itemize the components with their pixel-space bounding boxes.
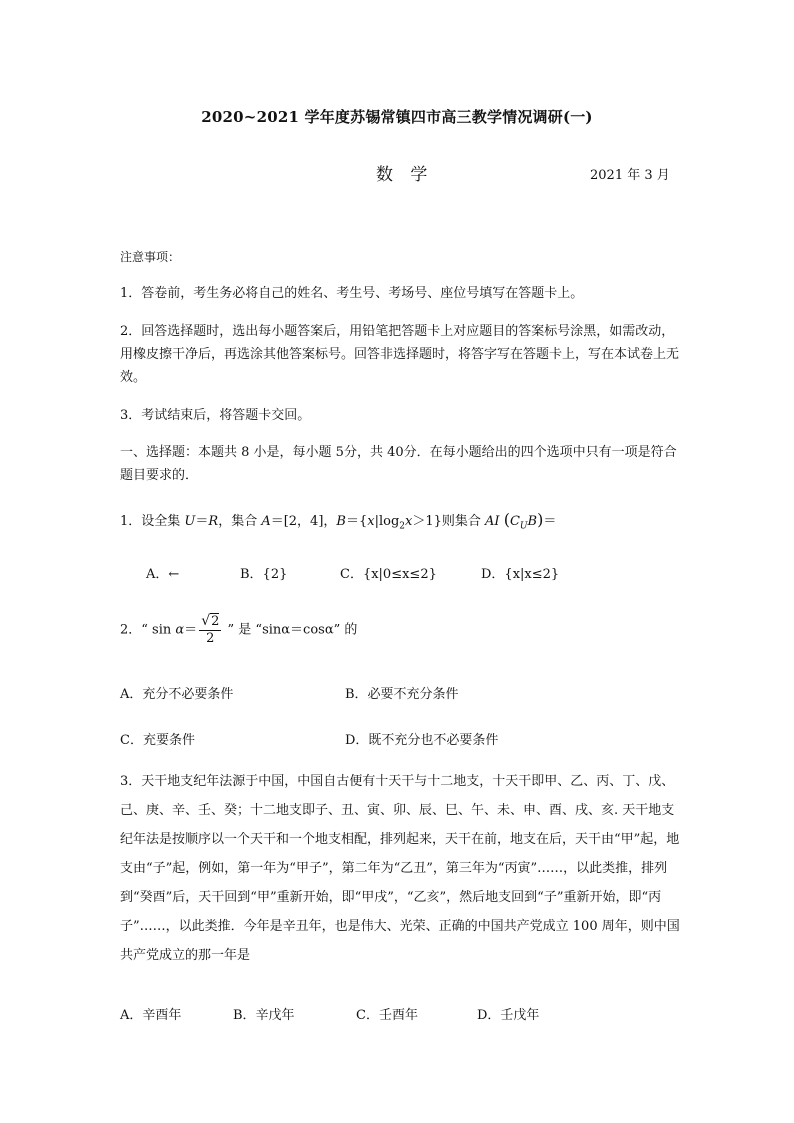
- q1-eq: ＝: [195, 514, 209, 529]
- q1-var-b: B: [527, 514, 538, 529]
- q2-option-d: D．既不充分也不必要条件: [345, 733, 499, 748]
- q1-option-b: B．{2}: [240, 567, 288, 582]
- q1-var-u: U: [184, 514, 196, 529]
- question-1: [120, 509, 556, 538]
- q2-option-a: A．充分不必要条件: [120, 687, 234, 702]
- exam-title: 2020~2021 学年度苏锡常镇四市高三教学情况调研(一): [201, 108, 593, 126]
- q1-text: ＝{: [345, 514, 368, 529]
- notice-item-1: 1．答卷前，考生务必将自己的姓名、考生号、考场号、座位号填写在答题卡上。: [120, 286, 584, 301]
- q1-prefix: 1．设全集: [120, 514, 185, 529]
- q1-text: |log: [374, 514, 400, 529]
- q1-var-x: x: [367, 514, 375, 529]
- question-2: [120, 613, 357, 647]
- q1-option-d: D．{x|x≤2}: [481, 567, 560, 582]
- q1-var-a: A: [261, 514, 271, 529]
- q1-var-c: C: [509, 514, 520, 529]
- q1-text: ＞1}则集合: [412, 514, 486, 529]
- q2-fraction: [199, 613, 221, 647]
- q1-log-base: 2: [399, 521, 406, 532]
- q1-paren: (: [503, 510, 510, 529]
- q3-option-b: B．辛戊年: [233, 1008, 295, 1023]
- q1-eq: ＝: [543, 514, 557, 529]
- q1-paren: ): [537, 510, 544, 529]
- q2-prefix: 2．“ sin: [120, 622, 176, 638]
- q1-var-ai: AI: [485, 514, 500, 529]
- q3-option-d: D．壬戊年: [477, 1008, 540, 1023]
- q2-eq: ＝: [184, 622, 198, 638]
- sqrt-symbol: √: [201, 613, 211, 629]
- q1-var-x: x: [405, 514, 413, 529]
- q1-var-r: R: [208, 514, 219, 529]
- q2-option-b: B．必要不充分条件: [345, 687, 459, 702]
- q1-var-b: B: [336, 514, 346, 529]
- q1-text: ＝[2，4]，: [270, 514, 337, 529]
- q1-option-c: C．{x|0≤x≤2}: [340, 567, 437, 582]
- q2-fraction-numerator: 2: [211, 614, 220, 629]
- notice-item-3: 3．考试结束后，将答题卡交回。: [120, 408, 311, 423]
- q1-option-a: A．←: [146, 567, 180, 582]
- q1-sub-u: U: [519, 521, 528, 532]
- question-3: 3．天干地支纪年法源于中国，中国自古便有十天干与十二地支，十天干即甲、乙、丙、丁、戊、己、庚、辛、壬、癸；十二地支即子、丑、寅、卯、辰、巳、午、未、申、酉、戌、亥. 天干地支纪年法是按顺序以一个天干和一个地支相配，排列起来，天干在前，地支在后，天干由“甲”起，地支由“子”起，例如，第一年为“甲子”，第二年为“乙丑”，第三年为“丙寅”……，以此类推，排列到“癸酉”后，天干回到“甲”重新开始，即“甲戌”，“乙亥”，然后地支回到“子”重新开始，即“丙子”……，以此类推．今年是辛丑年，也是伟大、光荣、正确的中国共产党成立 100 周年，则中国共产党成立的那一年是: [120, 774, 680, 963]
- q2-var-alpha: α: [175, 622, 185, 638]
- q3-option-a: A．辛酉年: [120, 1008, 182, 1023]
- exam-date: 2021 年 3 月: [590, 168, 670, 183]
- q2-fraction-denominator: 2: [206, 631, 215, 646]
- q2-option-c: C．充要条件: [120, 733, 195, 748]
- q1-text: ，集合: [218, 514, 262, 529]
- q3-option-c: C．壬酉年: [356, 1008, 418, 1023]
- notice-item-2: 2．回答选择题时，选出每小题答案后，用铅笔把答题卡上对应题目的答案标号涂黑，如需改动，用橡皮擦干净后，再选涂其他答案标号。回答非选择题时，将答字写在答题卡上，写在本试卷上无效。: [120, 324, 680, 385]
- section-intro: 一、选择题：本题共 8 小是，每小题 5分，共 40分．在每小题给出的四个选项中只有一项是符合题目要求的．: [120, 445, 677, 483]
- subject-label: 数 学: [376, 165, 434, 185]
- q2-suffix: ” 是 “sinα＝cosα” 的: [223, 622, 358, 638]
- notice-heading: 注意事项：: [120, 250, 181, 264]
